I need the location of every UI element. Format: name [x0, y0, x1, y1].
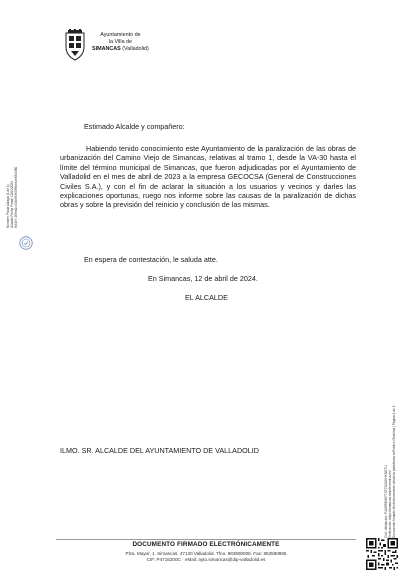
seal-icon [19, 236, 33, 250]
letter-signatory: EL ALCALDE [185, 293, 228, 302]
verification-side-strip [372, 358, 396, 538]
letter-closing: En espera de contestación, le saluda atte. [84, 255, 218, 264]
side-left-line-2: Alcalde Fecha Firma: 12/04/2024 [10, 181, 14, 228]
footer-divider [56, 539, 356, 540]
footer-title: DOCUMENTO FIRMADO ELECTRÓNICAMENTE [132, 541, 280, 548]
side-left-line-3: HASH: 2f9ed2cc04b9fcff47f8be44e83c1f60 [14, 166, 18, 228]
coat-of-arms-icon [63, 29, 87, 61]
verification-side-text [384, 358, 396, 538]
side-left-line-1: Nombre: Paula Alzaga (1 de 1) [6, 184, 10, 228]
letter-place-date: En Simancas, 12 de abril de 2024. [148, 274, 258, 283]
footer-contact: CIF: P4716200C · eMail: ayto.simancas@dip-valladolid.es [146, 557, 266, 562]
letter-greeting: Estimado Alcalde y compañero: [84, 122, 185, 131]
org-line-1: Ayuntamiento de [100, 32, 141, 38]
org-line-3 [92, 46, 149, 53]
org-town: SIMANCAS [92, 46, 121, 52]
letter-body: Habiendo tenido conocimiento este Ayuntamiento de la paralización de las obras de urbanización del Camino Viejo de Simancas, relativas al tramo 1, desde la VA-30 hasta el límite del término municipal de Simancas, que fueron adjudicadas por el Ayuntamiento de Valladolid en el mes de abril de 2023 a la empresa GECOCSA (General de Construcciones Civiles S.A.), y con el fin de aclarar la situación a los usuarios y vecinos y darles las explicaciones oportunas, ruego nos informe sobre las causas de la paralización de dichas obras y sobre la previsión del reinicio y conclusión de las mismas. [60, 144, 356, 210]
org-line-2: la Villa de [108, 39, 133, 45]
qr-code-icon[interactable] [366, 538, 398, 570]
letter-addressee: ILMO. SR. ALCALDE DEL AYUNTAMIENTO DE VALLADOLID [60, 446, 259, 455]
organization-name [92, 32, 149, 53]
signature-side-text [6, 150, 18, 228]
side-right-line-3: Documento firmado electrónicamente desde la plataforma esPublico Gestiona | Página 1 de 1 [392, 405, 396, 538]
org-province: (Valladolid) [120, 46, 149, 52]
side-right-line-2: Verificación: https://simancas.sedelectronica.es/ [388, 470, 392, 538]
side-right-line-1: Cód. Validación: P4ADR6NN7TSTCDA2KHKNGTU [384, 465, 388, 538]
signature-side-strip [6, 150, 42, 270]
footer-address: Plza. Mayor, 1. Simancas. 47130 Valladolid. Tfno. 983590008. Fax: 983590865 [125, 551, 287, 556]
